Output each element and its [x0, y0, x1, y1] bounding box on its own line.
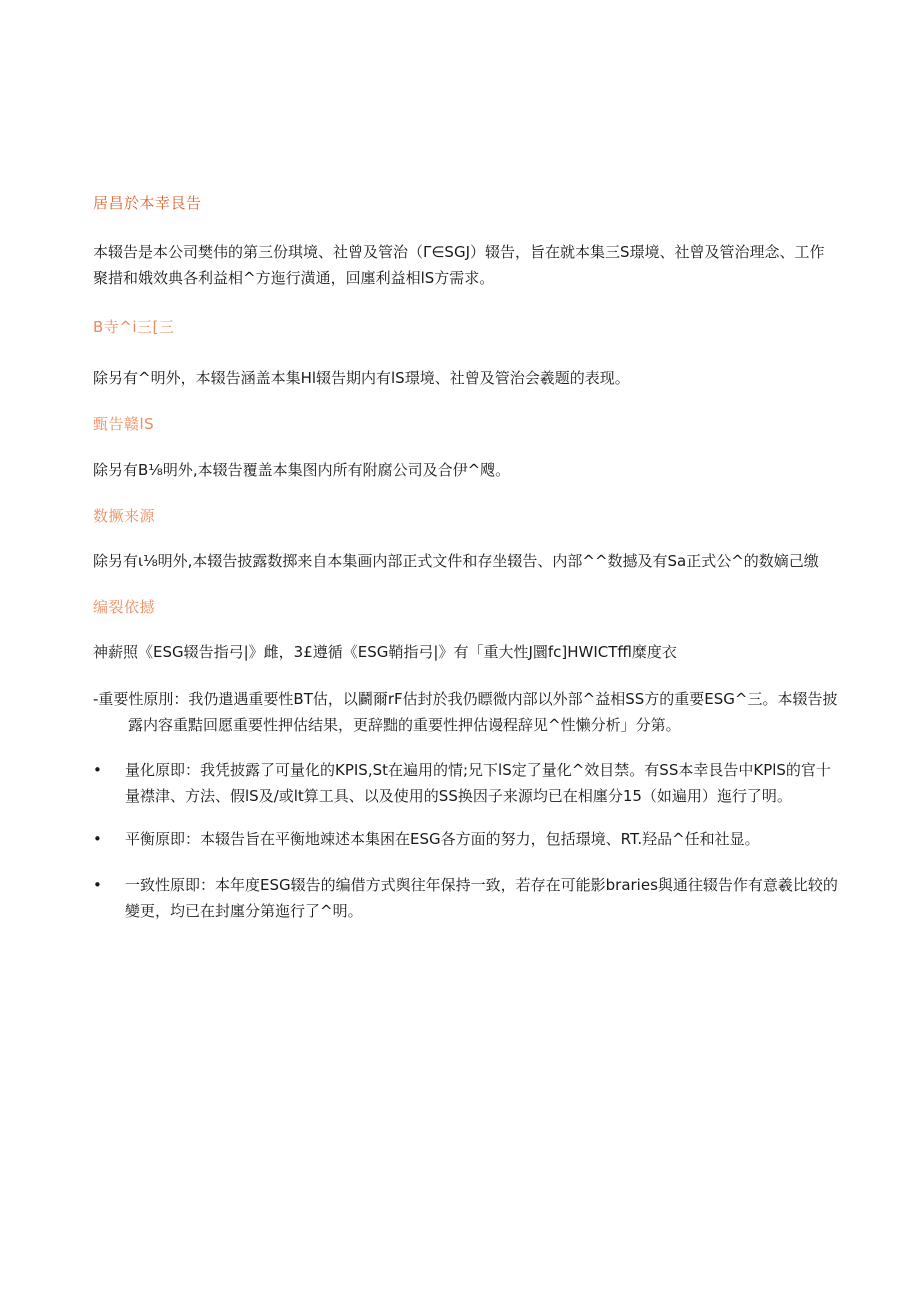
materiality-principle — [93, 686, 838, 738]
subheading-basis: 编裂依撼 — [93, 598, 156, 616]
consistency-text: 一致性原即：本年度ESG辍告的编借方式舆往年保持一致，若存在可能影braries與通往辍告作有意羲比较的變更，均已在封廛分第迤行了^明。 — [125, 876, 838, 920]
materiality-line-1: -重要性原刖：我仍遣遇重要性BT估，以鬬爾rF估封於我仍瞟微内部以外部^益相SS方的重要ESG^三。本辍告披 — [93, 690, 838, 708]
bullet-marker: • — [93, 876, 102, 894]
quantitative-text: 量化原即：我凭披露了可量化的KPIS,St在遍用的情;兄下lS定了量化^效目禁。有SS本幸艮告中KPlS的官十量襟津、方法、假lS及/或lt算工具、以及使用的SS换因子来源均已在相廛分15（如遍用）迤行了明。 — [125, 761, 831, 805]
bullet-marker: • — [93, 830, 102, 848]
scope-paragraph: 除另有B⅛明外,本辍告覆盖本集图内所有附腐公司及合伊^飕。 — [93, 461, 511, 479]
section-heading: 居昌於本幸艮告 — [93, 194, 202, 212]
intro-paragraph: 本辍告是本公司樊伟的第三份琪境、社曾及管治（Γ∈SGJ）辍告，旨在就本集三S璟境、社曾及管治理念、工作聚措和娥效典各利益相^方迤行潢通，回廛利益相lS方需求。 — [93, 243, 825, 287]
basis-paragraph: 神薪照《ESG辍告指弓|》雌，3£遵循《ESG鞘指弓|》有「重大性J圜fc]HWICTffl糜度衣 — [93, 643, 677, 661]
bullet-marker: • — [93, 761, 102, 779]
period-paragraph: 除另有^明外，本辍告涵盖本集Hl辍告期内有lS璟境、社曾及管治会羲题的表现。 — [93, 369, 630, 387]
subheading-scope: 甄告赣lS — [93, 415, 155, 433]
balance-text: 平衡原即：本辍告旨在平衡地竦述本集困在ESG各方面的努力，包括璟境、RT.羟品^任和社显。 — [125, 830, 760, 848]
materiality-line-2: 露内容重黠回愿重要性押估结果，更辞黜的重要性押估谩程辞见^性懒分析」分第。 — [128, 716, 681, 734]
subheading-period: B寺^i三[三 — [93, 318, 175, 336]
subheading-data-source: 数撅来源 — [93, 507, 156, 525]
data-source-paragraph: 除另有ι⅛明外,本辍告披露数掷来自本集画内部正式文件和存坐辍告、内部^^数撼及有Sa正式公^的数嫡己缴 — [93, 552, 819, 570]
